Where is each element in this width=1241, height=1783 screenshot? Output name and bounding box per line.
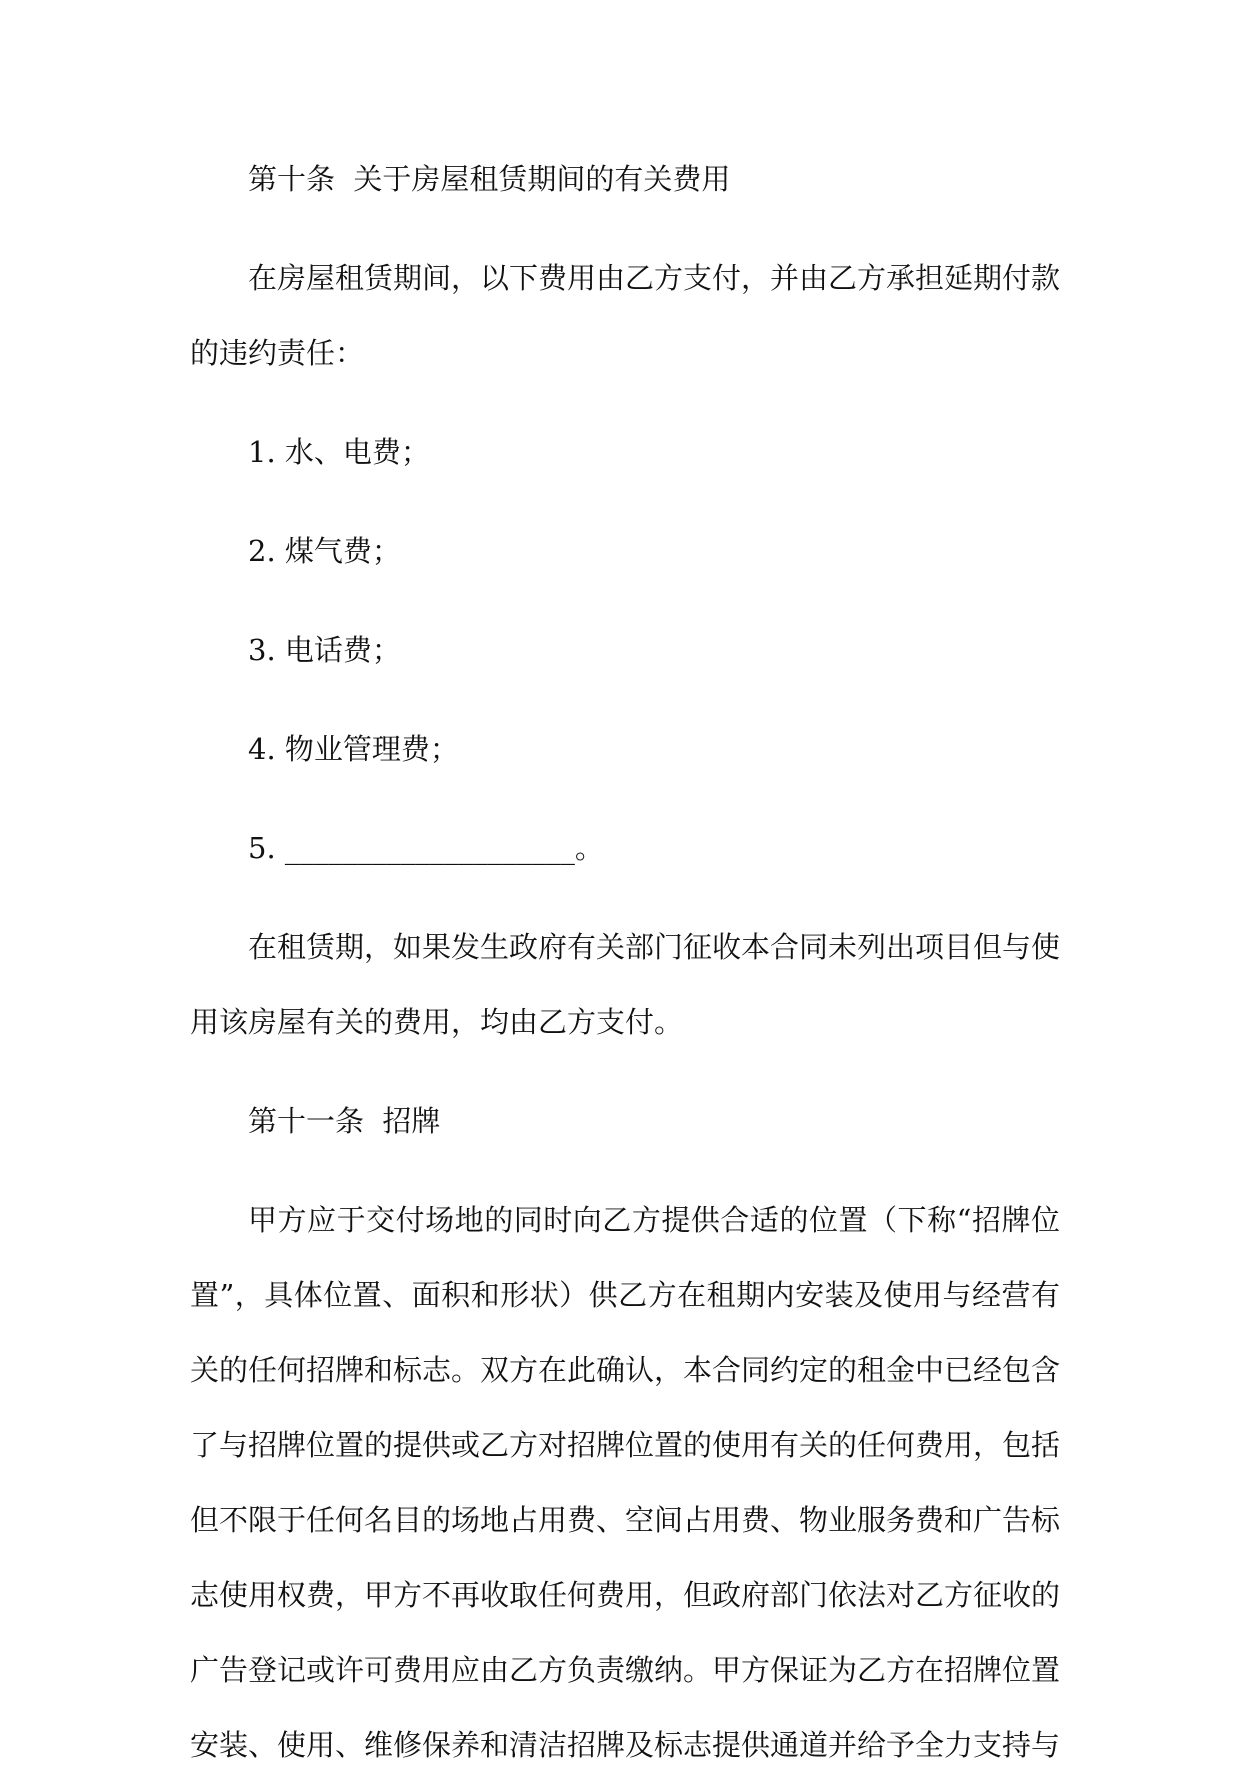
list-item-5: 5. ____________________。 xyxy=(248,831,604,865)
list-item-1: 1. 水、电费； xyxy=(248,435,430,469)
paragraph-signage: 甲方应于交付场地的同时向乙方提供合适的位置（下称“招牌位置”，具体位置、面积和形状）供乙方在租期内安装及使用与经营有关的任何招牌和标志。双方在此确认，本合同约定的租金中已经包含了与招牌位置的提供或乙方对招牌位置的使用有关的任何费用，包括但不限于任何名目的场地占用费、空间占用费、物业服务费和广告标志使用权费，甲方不再收取任何费用，但政府部门依法对乙方征收的广告登记或许可费用应由乙方负责缴纳。甲方保证为乙方在招牌位置安装、使用、维修保养和清洁招牌及标志提供通道并给予全力支持与 xyxy=(190,1203,1061,1762)
paragraph-other-fees: 在租赁期，如果发生政府有关部门征收本合同未列出项目但与使用该房屋有关的费用，均由乙方支付。 xyxy=(190,930,1061,1039)
document-body xyxy=(190,142,1060,1783)
list-item-4: 4. 物业管理费； xyxy=(248,732,459,766)
article-10-heading: 第十条 关于房屋租赁期间的有关费用 xyxy=(248,162,731,196)
paragraph-fees-intro: 在房屋租赁期间，以下费用由乙方支付，并由乙方承担延期付款的违约责任： xyxy=(190,261,1061,370)
list-item-3: 3. 电话费； xyxy=(248,633,401,667)
article-11-heading: 第十一条 招牌 xyxy=(248,1104,441,1138)
list-item-2: 2. 煤气费； xyxy=(248,534,401,568)
